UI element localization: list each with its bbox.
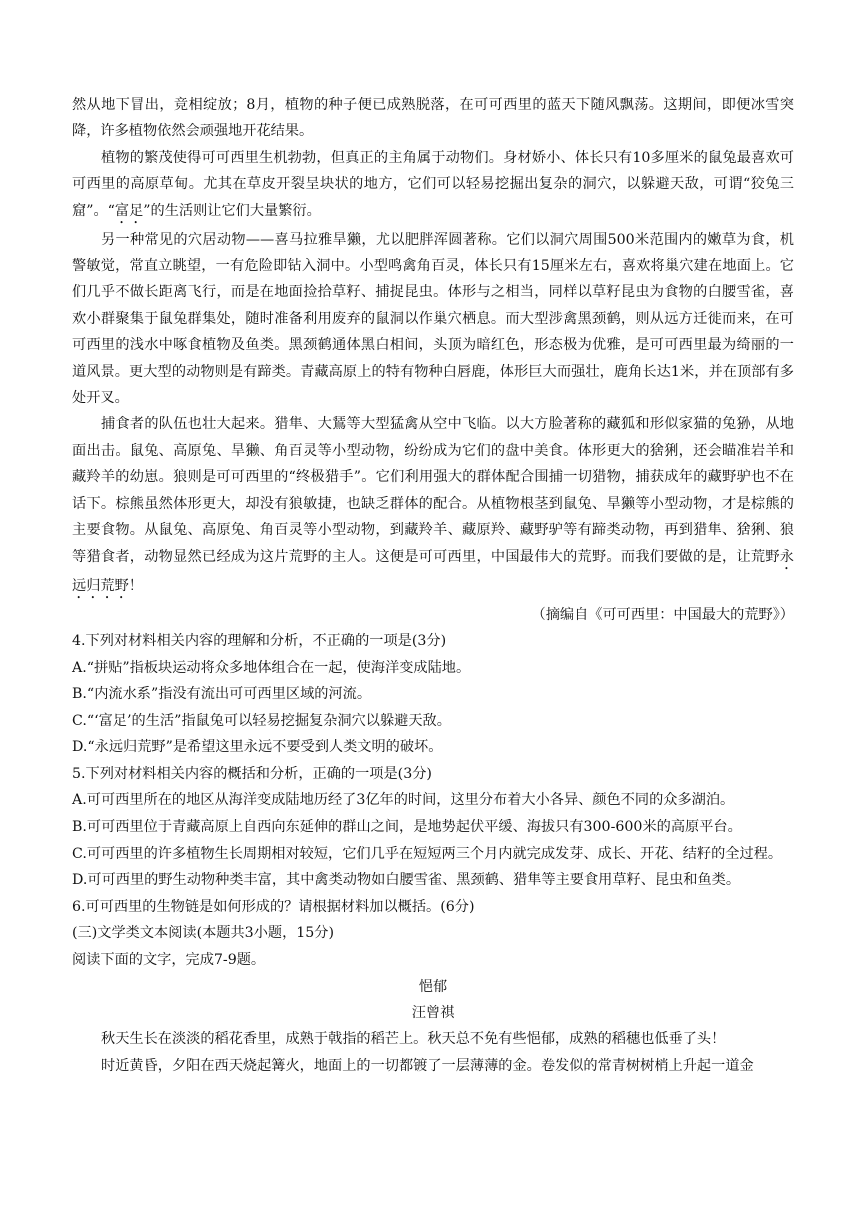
document-page	[72, 92, 794, 1079]
question-5-option-c: C.可可西里的许多植物生长周期相对较短，它们几乎在短短两三个月内就完成发芽、成长、开花、结籽的全过程。	[72, 845, 783, 862]
question-4-option-b: B.“内流水系”指没有流出可可西里区域的河流。	[72, 686, 372, 703]
paragraph-text-end: ”的生活则让它们大量繁衍。	[143, 202, 321, 219]
paragraph-text-end: ！	[128, 577, 143, 594]
question-5: 5.下列对材料相关内容的概括和分析，正确的一项是(3分)	[72, 765, 432, 782]
question-4-option-c: C.“‘富足’的生活”指鼠兔可以轻易挖掘复杂洞穴以躲避天敌。	[72, 712, 451, 729]
reading-instruction: 阅读下面的文字，完成7-9题。	[72, 952, 266, 969]
story-title: 悒郁	[418, 978, 448, 995]
section-3-heading: (三)文学类文本阅读(本题共3小题，15分)	[72, 925, 335, 942]
question-4: 4.下列对材料相关内容的理解和分析，不正确的一项是(3分)	[72, 632, 447, 649]
passage-paragraph-1	[72, 145, 794, 227]
question-5-option-b: B.可可西里位于青藏高原上自西向东延伸的群山之间，是地势起伏平缓、海拔只有300-600米的高原平台。	[72, 819, 742, 836]
story-paragraph-1: 秋天生长在淡淡的稻花香里，成熟于戟指的稻芒上。秋天总不免有些悒郁，成熟的稻穗也低垂了头！	[101, 1031, 726, 1048]
question-5-option-d: D.可可西里的野生动物种类丰富，其中禽类动物如白腰雪雀、黑颈鹤、猎隼等主要食用草籽、昆虫和鱼类。	[72, 872, 741, 889]
passage-paragraph-3	[72, 411, 794, 601]
emphasized-text: 富足	[114, 202, 144, 219]
emphasized-text: 永远归荒野	[72, 548, 794, 594]
question-4-option-a: A.“拼贴”指板块运动将众多地体组合在一起，使海洋变成陆地。	[72, 659, 471, 676]
question-4-option-d: D.“永远归荒野”是希望这里永远不要受到人类文明的破坏。	[72, 739, 443, 756]
paragraph-text: 捕食者的队伍也壮大起来。猎隼、大鵟等大型猛禽从空中飞临。以大方脸著称的藏狐和形似家猫的兔狲，从地面出击。鼠兔、高原兔、旱獭、角百灵等小型动物，纷纷成为它们的盘中美食。体形更大的猞猁，还会瞄准岩羊和藏羚羊的幼崽。狼则是可可西里的“终极猎手”。它们利用强大的群体配合围捕一切猎物，捕获成年的藏野驴也不在话下。棕熊虽然体形更大，却没有狼敏捷，也缺乏群体的配合。从植物根茎到鼠兔、旱獭等小型动物，才是棕熊的主要食物。从鼠兔、高原兔、角百灵等小型动物，到藏羚羊、藏原羚、藏野驴等有蹄类动物，再到猎隼、猞猁、狼等猎食者，动物显然已经成为这片荒野的主人。这便是可可西里，中国最伟大的荒野。而我们要做的是，让荒野	[72, 416, 794, 565]
paragraph-text: 植物的繁茂使得可可西里生机勃勃，但真正的主角属于动物们。身材娇小、体长只有10多厘米的鼠兔最喜欢可可西里的高原草甸。尤其在草皮开裂呈块状的地方，它们可以轻易挖掘出复杂的洞穴，以躲避天敌，可谓“狡兔三窟”。“	[72, 149, 794, 219]
source-citation: （摘编自《可可西里：中国最大的荒野》）	[531, 606, 794, 623]
passage-paragraph-2: 另一种常见的穴居动物——喜马拉雅旱獭，尤以肥胖浑圆著称。它们以洞穴周围500米范围内的嫩草为食，机警敏觉，常直立眺望，一有危险即钻入洞中。小型鸣禽角百灵，体长只有15厘米左右，喜欢将巢穴建在地面上。它们几乎不做长距离飞行，而是在地面捡拾草籽、捕捉昆虫。体形与之相当，同样以草籽昆虫为食物的白腰雪雀，喜欢小群聚集于鼠兔群集处，随时准备利用废弃的鼠洞以作巢穴栖息。而大型涉禽黑颈鹤，则从远方迁徙而来，在可可西里的浅水中啄食植物及鱼类。黑颈鹤通体黑白相间，头顶为暗红色，形态极为优雅，是可可西里最为绮丽的一道风景。更大型的动物则是有蹄类。青藏高原上的特有物种白唇鹿，体形巨大而强壮，鹿角长达1米，并在顶部有多处开叉。	[72, 231, 794, 407]
question-6: 6.可可西里的生物链是如何形成的？请根据材料加以概括。(6分)	[72, 898, 475, 915]
story-paragraph-2: 时近黄昏，夕阳在西天烧起篝火，地面上的一切都镀了一层薄薄的金。卷发似的常青树树梢上升起一道金	[101, 1057, 754, 1074]
question-5-option-a: A.可可西里所在的地区从海洋变成陆地历经了3亿年的时间，这里分布着大小各异、颜色不同的众多湖泊。	[72, 792, 735, 809]
passage-paragraph-0: 然从地下冒出，竞相绽放；8月，植物的种子便已成熟脱落，在可可西里的蓝天下随风飘荡。这期间，即便冰雪突降，许多植物依然会顽强地开花结果。	[72, 97, 794, 140]
story-author: 汪曾祺	[411, 1005, 455, 1022]
